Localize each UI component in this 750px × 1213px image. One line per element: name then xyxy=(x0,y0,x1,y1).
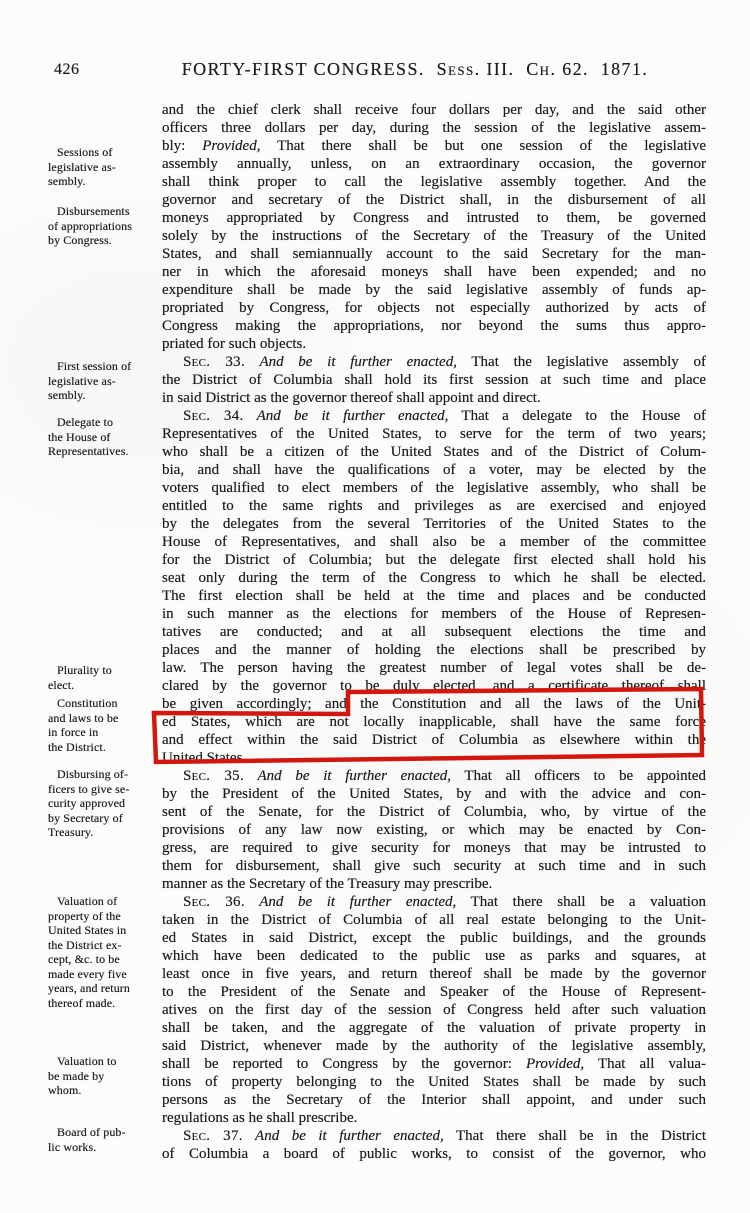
text-run: tatives are conducted; and at all subsequent elections the time and xyxy=(162,624,706,640)
text-run: be given accordingly; and the Constitution and all the laws of the Unit- xyxy=(162,696,706,712)
running-header: FORTY-FIRST CONGRESS. Sess. III. Ch. 62. 1871. xyxy=(181,59,649,79)
margin-note xyxy=(48,1054,160,1098)
body-line xyxy=(162,209,706,227)
text-run: atives on the first day of the session of Congress held after such valuation xyxy=(162,1002,706,1018)
body-line xyxy=(162,965,706,983)
body-line xyxy=(162,677,706,695)
text-run: That the legislative assembly of xyxy=(456,354,706,370)
body-line xyxy=(162,857,706,875)
body-line xyxy=(162,335,706,353)
margin-note xyxy=(48,145,160,189)
body-line xyxy=(162,1109,706,1127)
text-run: by the President of the United States, by and with the advice and con- xyxy=(162,786,706,802)
margin-note xyxy=(48,359,160,403)
margin-note-line: elect. xyxy=(48,677,75,692)
body-line xyxy=(162,1037,706,1055)
text-run: sent of the Senate, for the District of Columbia, who, by virtue of the xyxy=(162,804,706,820)
body-line xyxy=(162,983,706,1001)
body-line xyxy=(162,425,706,443)
body-line xyxy=(162,1145,706,1163)
body-line xyxy=(162,1091,706,1109)
margin-note xyxy=(48,1125,160,1154)
margin-note-line: legislative as- xyxy=(48,373,116,388)
body-line xyxy=(162,1055,706,1073)
body-line xyxy=(162,623,706,641)
text-run: in such manner as the elections for members of the House of Represen- xyxy=(162,606,706,622)
margin-note-line: by Secretary of xyxy=(48,810,123,825)
margin-note xyxy=(48,663,160,692)
italic-phrase: And be it further enacted, xyxy=(244,768,451,784)
margin-note-line: property of the xyxy=(48,908,121,923)
text-run: That there shall be but one session of the legislative xyxy=(260,138,706,154)
text-run: shall think proper to call the legislative assembly together. And the xyxy=(162,174,706,190)
text-run: priated for such objects. xyxy=(162,336,307,352)
text-run: House of Representatives, and shall also be a member of the committee xyxy=(162,534,706,550)
text-run: United States. xyxy=(162,750,247,766)
italic-phrase: Provided, xyxy=(202,138,261,154)
body-line xyxy=(162,803,706,821)
body-line xyxy=(162,281,706,299)
text-run: The first election shall be held at the time and places and be conducted xyxy=(162,588,706,604)
body-line xyxy=(162,119,706,137)
text-run: by the delegates from the several Territories of the United States to the xyxy=(162,516,706,532)
margin-note-line: Disbursing of- xyxy=(57,767,129,781)
body-line xyxy=(162,1019,706,1037)
text-run: shall be taken, and the aggregate of the valuation of private property in xyxy=(162,1020,706,1036)
page-number: 426 xyxy=(54,61,80,78)
margin-note-line: legislative as- xyxy=(48,159,116,174)
text-run: shall be reported to Congress by the governor: xyxy=(162,1056,526,1072)
margin-note-line: Valuation of xyxy=(57,894,118,908)
text-run: them for disbursement, shall give such security at such time and in such xyxy=(162,858,706,874)
body-line xyxy=(162,605,706,623)
margin-note-line: sembly. xyxy=(48,174,86,188)
text-run: taken in the District of Columbia of all real estate belonging to the Unit- xyxy=(162,912,706,928)
italic-phrase: And be it further enacted, xyxy=(245,354,457,370)
text-run: Representatives of the United States, to serve for the term of two years; xyxy=(162,426,706,442)
body-line xyxy=(162,101,706,119)
margin-note-line: Disbursements xyxy=(57,204,130,218)
body-line xyxy=(162,407,706,425)
body-line xyxy=(162,353,706,371)
margin-note-line: thereof made. xyxy=(48,995,116,1010)
text-run: for the District of Columbia; but the delegate first elected shall hold his xyxy=(162,552,706,568)
body-line xyxy=(162,389,706,407)
margin-note-line: Representatives. xyxy=(48,444,129,458)
text-run: gress, are required to give security for moneys that may be intrusted to xyxy=(162,840,706,856)
body-line xyxy=(162,173,706,191)
text-run: That all officers to be appointed xyxy=(451,768,706,784)
text-run: law. The person having the greatest number of legal votes shall be de- xyxy=(162,660,706,676)
text-run: bia, and shall have the qualifications of a voter, may be elected by the xyxy=(162,462,706,478)
body-line xyxy=(162,785,706,803)
italic-phrase: And be it further enacted, xyxy=(244,894,457,910)
margin-note-line: sembly. xyxy=(48,388,86,402)
text-run: ed States in said District, except the public buildings, and the grounds xyxy=(162,930,706,946)
margin-note-line: First session of xyxy=(57,359,132,373)
body-line xyxy=(162,929,706,947)
body-line xyxy=(162,155,706,173)
body-line xyxy=(162,371,706,389)
margin-note-line: the District ex- xyxy=(48,937,122,952)
body-line xyxy=(162,533,706,551)
text-run: officers three dollars per day, during the session of the legislative assem- xyxy=(162,120,706,136)
text-run: That there shall be in the District xyxy=(443,1128,706,1144)
margin-note-line: lic works. xyxy=(48,1139,97,1154)
section-label: Sec. 35. xyxy=(183,768,245,784)
text-run: That there shall be a valuation xyxy=(456,894,706,910)
body-line xyxy=(162,1127,706,1145)
body-line xyxy=(162,749,706,767)
body-line xyxy=(162,1073,706,1091)
text-run: and the chief clerk shall receive four dollars per day, and the said other xyxy=(162,102,706,118)
body-line xyxy=(162,695,706,713)
text-run: provisions of any law now existing, or which may be enacted by Con- xyxy=(162,822,706,838)
margin-note xyxy=(48,696,160,754)
margin-note-line: cept, &c. to be xyxy=(48,952,120,966)
margin-note xyxy=(48,767,160,840)
section-label: Sec. 36. xyxy=(183,894,245,910)
body-line xyxy=(162,875,706,893)
text-run: of Columbia a board of public works, to consist of the governor, who xyxy=(162,1146,706,1162)
text-run: ed States, which are not locally inapplicable, shall have the same force xyxy=(162,714,706,730)
body-line xyxy=(162,461,706,479)
text-run: solely by the instructions of the Secretary of the Treasury of the United xyxy=(162,228,706,244)
text-run: clared by the governor to be duly elected, and a certificate thereof shall xyxy=(162,678,706,694)
margin-note-line: be made by xyxy=(48,1068,105,1083)
section-label: Sec. 33. xyxy=(183,354,246,370)
text-run: who shall be a citizen of the United States and of the District of Colum- xyxy=(162,444,706,460)
margin-note-line: ficers to give se- xyxy=(48,781,130,796)
margin-note-line: Sessions of xyxy=(57,145,113,159)
margin-note-line: made every five xyxy=(48,966,127,981)
text-run: persons as the Secretary of the Interior shall appoint, and under such xyxy=(162,1092,706,1108)
margin-note xyxy=(48,204,160,248)
body-line xyxy=(162,821,706,839)
body-line xyxy=(162,479,706,497)
body-line xyxy=(162,443,706,461)
text-run: That all valua- xyxy=(584,1056,706,1072)
text-run: and effect within the said District of Columbia as elsewhere within the xyxy=(162,732,706,748)
body-line xyxy=(162,659,706,677)
body-line xyxy=(162,893,706,911)
text-run: States, and shall semiannually account to the said Secretary for the man- xyxy=(162,246,706,262)
body-line xyxy=(162,569,706,587)
margin-note-line: Treasury. xyxy=(48,825,94,839)
text-run: Congress making the appropriations, nor beyond the sums thus appro- xyxy=(162,318,706,334)
margin-note-line: Valuation to xyxy=(57,1054,117,1068)
margin-note-line: in force in xyxy=(48,725,99,739)
margin-note-line: the House of xyxy=(48,429,111,444)
text-run: to the President of the Senate and Speaker of the House of Represent- xyxy=(162,984,706,1000)
margin-note-line: curity approved xyxy=(48,796,126,810)
body-line xyxy=(162,191,706,209)
text-run: the District of Columbia shall hold its first session at such time and place xyxy=(162,372,706,388)
body-line xyxy=(162,911,706,929)
body-line xyxy=(162,839,706,857)
section-label: Sec. 34. xyxy=(183,408,244,424)
body-line xyxy=(162,317,706,335)
margin-note-line: whom. xyxy=(48,1083,82,1097)
text-run: regulations as he shall prescribe. xyxy=(162,1110,358,1126)
body-line xyxy=(162,947,706,965)
body-line xyxy=(162,731,706,749)
body-line xyxy=(162,551,706,569)
text-run: assembly annually, unless, on an extraordinary occasion, the governor xyxy=(162,156,706,172)
text-run: propriated by Congress, for objects not especially authorized by acts of xyxy=(162,300,706,316)
margin-note xyxy=(48,894,160,1010)
text-run: which have been dedicated to the public use as parks and squares, at xyxy=(162,948,706,964)
margin-note-line: Constitution xyxy=(57,696,118,710)
text-run: That a delegate to the House of xyxy=(448,408,706,424)
body-line xyxy=(162,245,706,263)
text-run: moneys appropriated by Congress and intrusted to them, be governed xyxy=(162,210,706,226)
margin-note-line: United States in xyxy=(48,923,127,937)
text-run: in said District as the governor thereof shall appoint and direct. xyxy=(162,390,541,406)
body-line xyxy=(162,713,706,731)
margin-note-line: by Congress. xyxy=(48,233,112,247)
margin-note-line: Plurality to xyxy=(57,663,112,677)
text-run: seat only during the term of the Congress to which he shall be elected. xyxy=(162,570,706,586)
text-run: bly: xyxy=(162,138,203,154)
text-run: expenditure shall be made by the said legislative assembly of funds ap- xyxy=(162,282,706,298)
text-run: tions of property belonging to the United States shall be made by such xyxy=(162,1074,706,1090)
margin-note-line: Delegate to xyxy=(57,415,114,429)
italic-phrase: And be it further enacted, xyxy=(242,1128,444,1144)
margin-note-line: years, and return xyxy=(48,981,130,995)
section-label: Sec. 37. xyxy=(183,1128,243,1144)
body-line xyxy=(162,587,706,605)
text-run: least once in five years, and return thereof shall be made by the governor xyxy=(162,966,706,982)
text-run: said District, whenever made by the authority of the legislative assembly, xyxy=(162,1038,706,1054)
margin-note-line: and laws to be xyxy=(48,710,119,725)
body-line xyxy=(162,299,706,317)
body-line xyxy=(162,227,706,245)
margin-note-line: the District. xyxy=(48,739,106,754)
body-line xyxy=(162,767,706,785)
text-run: places and the manner of holding the elections shall be prescribed by xyxy=(162,642,706,658)
body-line xyxy=(162,263,706,281)
body-line xyxy=(162,515,706,533)
text-run: manner as the Secretary of the Treasury may prescribe. xyxy=(162,876,493,892)
body-line xyxy=(162,137,706,155)
text-run: governor and secretary of the District shall, in the disbursement of all xyxy=(162,192,706,208)
body-line xyxy=(162,641,706,659)
italic-phrase: Provided, xyxy=(525,1056,585,1072)
body-line xyxy=(162,497,706,515)
margin-note-line: of appropriations xyxy=(48,218,133,233)
margin-note-line: Board of pub- xyxy=(57,1125,126,1139)
body-line xyxy=(162,1001,706,1019)
margin-note xyxy=(48,415,160,459)
text-run: voters qualified to elect members of the legislative assembly, who shall be xyxy=(162,480,706,496)
italic-phrase: And be it further enacted, xyxy=(243,408,449,424)
text-run: entitled to the same rights and privileges as are exercised and enjoyed xyxy=(162,498,706,514)
text-run: ner in which the aforesaid moneys shall have been expended; and no xyxy=(162,264,706,280)
